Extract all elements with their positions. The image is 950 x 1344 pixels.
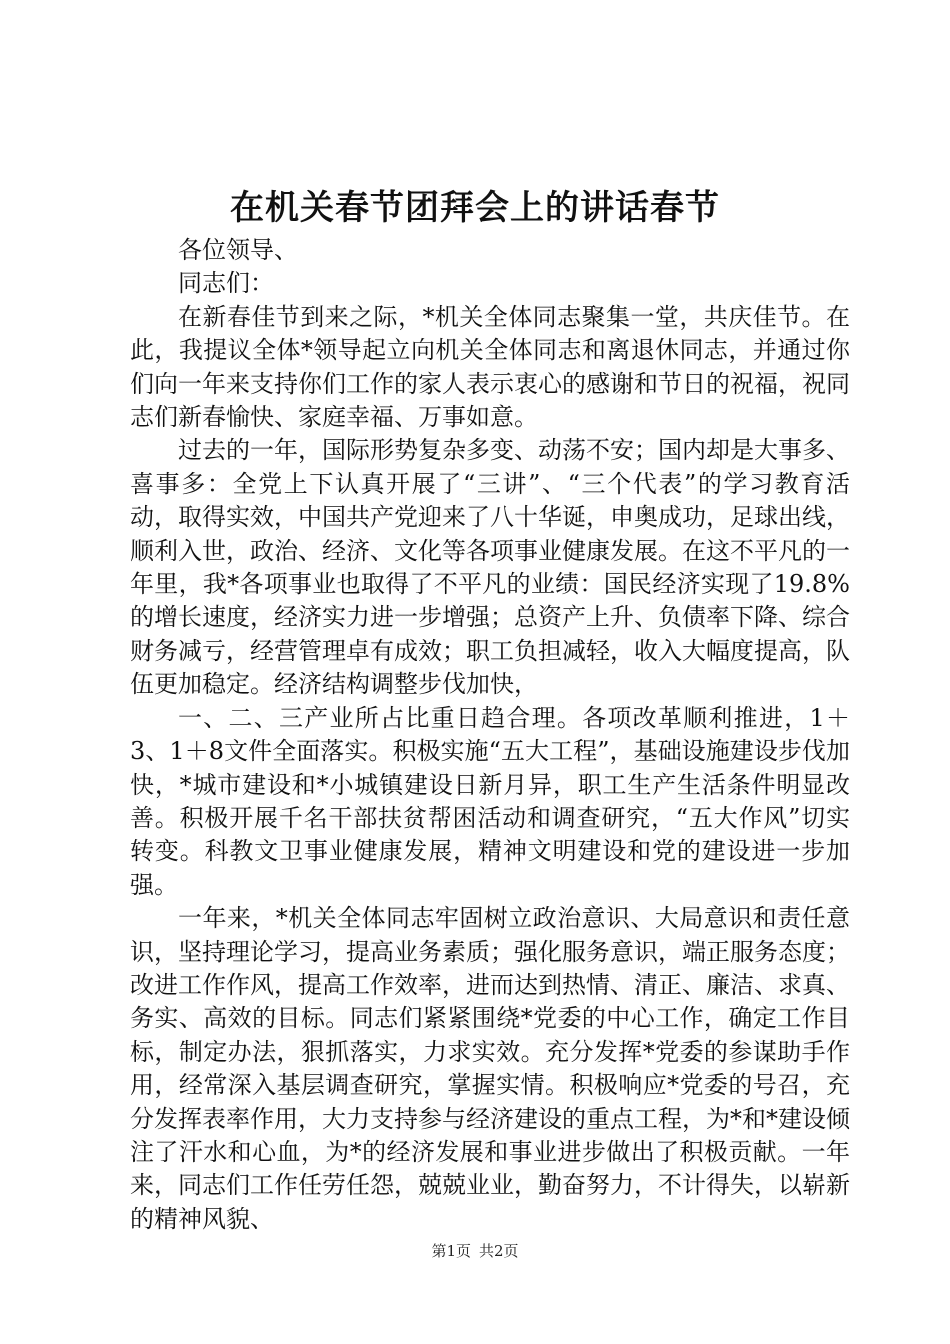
salutation-comrades: 同志们： xyxy=(178,269,274,298)
document-title: 在机关春节团拜会上的讲话春节 xyxy=(230,188,720,228)
page-footer xyxy=(0,1240,950,1262)
paragraph: 一年来，*机关全体同志牢固树立政治意识、大局意识和责任意识，坚持理论学习，提高业务素质；强化服务意识，端正服务态度；改进工作作风，提高工作效率，进而达到热情、清正、廉洁、求真、务实、高效的目标。同志们紧紧围绕*党委的中心工作，确定工作目标，制定办法，狠抓落实，力求实效。充分发挥*党委的参谋助手作用，经常深入基层调查研究，掌握实情。积极响应*党委的号召，充分发挥表率作用，大力支持参与经济建设的重点工程，为*和*建设倾注了汗水和心血，为*的经济发展和事业进步做出了积极贡献。一年来，同志们工作任劳任怨，兢兢业业，勤奋努力，不计得失，以崭新的精神风貌、 xyxy=(130,904,850,1233)
paragraph: 一、二、三产业所占比重日趋合理。各项改革顺利推进，1＋3、1＋8文件全面落实。积极实施“五大工程”，基础设施建设步伐加快，*城市建设和*小城镇建设日新月异，职工生产生活条件明显改善。积极开展千名干部扶贫帮困活动和调查研究，“五大作风”切实转变。科教文卫事业健康发展，精神文明建设和党的建设进一步加强。 xyxy=(130,703,850,899)
paragraph: 过去的一年，国际形势复杂多变、动荡不安；国内却是大事多、喜事多：全党上下认真开展了“三讲”、“三个代表”的学习教育活动，取得实效，中国共产党迎来了八十华诞，申奥成功，足球出线，顺利入世，政治、经济、文化等各项事业健康发展。在这不平凡的一年里，我*各项事业也取得了不平凡的业绩：国民经济实现了19.8%的增长速度，经济实力进一步增强；总资产上升、负债率下降、综合财务减亏，经营管理卓有成效；职工负担减轻，收入大幅度提高，队伍更加稳定。经济结构调整步伐加快， xyxy=(130,436,850,699)
document-body xyxy=(130,234,850,1236)
page-total: 共2页 xyxy=(479,1242,519,1260)
page-number: 第1页 xyxy=(431,1242,471,1260)
salutation-leaders: 各位领导、 xyxy=(178,236,298,264)
paragraph: 在新春佳节到来之际，*机关全体同志聚集一堂，共庆佳节。在此，我提议全体*领导起立向机关全体同志和离退休同志，并通过你们向一年来支持你们工作的家人表示衷心的感谢和节日的祝福，祝同志们新春愉快、家庭幸福、万事如意。 xyxy=(130,302,850,432)
